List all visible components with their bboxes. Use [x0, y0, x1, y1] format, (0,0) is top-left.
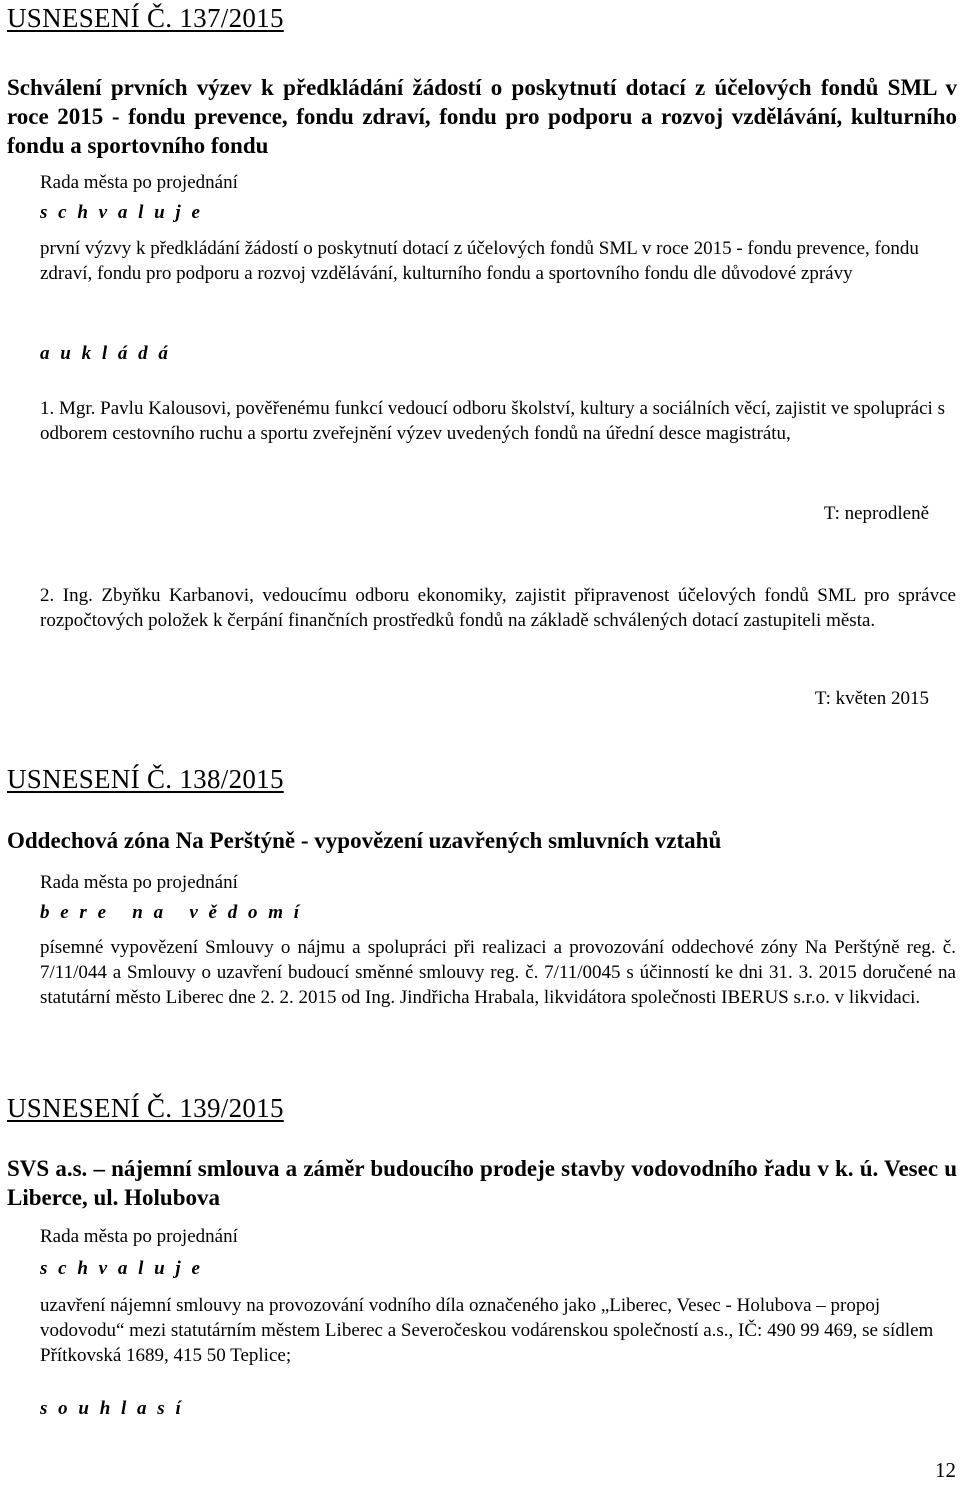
resolution-139-verb-agrees: s o u h l a s í — [40, 1398, 184, 1419]
resolution-137-approval-text: první výzvy k předkládání žádostí o poskytnutí dotací z účelových fondů SML v roce 2015 - fondu prevence, fondu zdraví, fondu pro podporu a rozvoj vzdělávání, kulturního fondu a sportovního fondu dle důvodové zprávy — [40, 238, 919, 284]
resolution-137-verb-approves: s c h v a l u j e — [40, 202, 203, 223]
resolution-137-intro: Rada města po projednání — [40, 172, 238, 193]
resolution-138-title: Oddechová zóna Na Perštýně - vypovězení uzavřených smluvních vztahů — [7, 828, 722, 853]
resolution-138-text: písemné vypovězení Smlouvy o nájmu a spolupráci při realizaci a provozování oddechové zóny Na Perštýně reg. č. 7/11/044 a Smlouvy o uzavření budoucí směnné smlouvy reg. č. 7/11/0045 s účinností ke dni 31. 3. 2015 doručené na statutární město Liberec dne 2. 2. 2015 od Ing. Jindřicha Hrabala, likvidátora společnosti IBERUS s.r.o. v likvidaci. — [40, 937, 956, 1008]
resolution-137-verb-orders: a u k l á d á — [40, 343, 171, 364]
resolution-137-task-1: 1. Mgr. Pavlu Kalousovi, pověřenému funkcí vedoucí odboru školství, kultury a sociálních věcí, zajistit ve spolupráci s odborem cestovního ruchu a sportu zveřejnění výzev uvedených fondů na úřední desce magistrátu, — [40, 398, 945, 444]
resolution-139-title: SVS a.s. – nájemní smlouva a záměr budoucího prodeje stavby vodovodního řadu v k. ú. Vesec u Liberce, ul. Holubova — [7, 1156, 957, 1210]
resolution-139-intro: Rada města po projednání — [40, 1226, 238, 1247]
resolution-137-title: Schválení prvních výzev k předkládání žádostí o poskytnutí dotací z účelových fondů SML v roce 2015 - fondu prevence, fondu zdraví, fondu pro podporu a rozvoj vzdělávání, kulturního fondu a sportovního fondu — [7, 75, 957, 158]
resolution-138-intro: Rada města po projednání — [40, 872, 238, 893]
page-number: 12 — [935, 1458, 956, 1482]
resolution-138-verb-acknowledges: b e r e n a v ě d o m í — [40, 902, 303, 923]
resolution-137-task-2-term: T: květen 2015 — [814, 688, 929, 709]
resolution-139-approval-text: uzavření nájemní smlouvy na provozování vodního díla označeného jako „Liberec, Vesec - Holubova – propoj vodovodu“ mezi statutárním městem Liberec a Severočeskou vodárenskou společností a.s., IČ: 490 99 469, se sídlem Přítkovská 1689, 415 50 Teplice; — [40, 1295, 934, 1366]
resolution-138-heading: USNESENÍ Č. 138/2015 — [7, 764, 284, 794]
resolution-137-heading: USNESENÍ Č. 137/2015 — [7, 3, 284, 33]
resolution-139-verb-approves: s c h v a l u j e — [40, 1258, 203, 1279]
resolution-137-task-2: 2. Ing. Zbyňku Karbanovi, vedoucímu odboru ekonomiky, zajistit připravenost účelových fondů SML pro správce rozpočtových položek k čerpání finančních prostředků fondů na základě schválených dotací zastupiteli města. — [40, 585, 956, 631]
resolution-139-heading: USNESENÍ Č. 139/2015 — [7, 1093, 284, 1123]
resolution-137-task-1-term: T: neprodleně — [823, 503, 929, 524]
